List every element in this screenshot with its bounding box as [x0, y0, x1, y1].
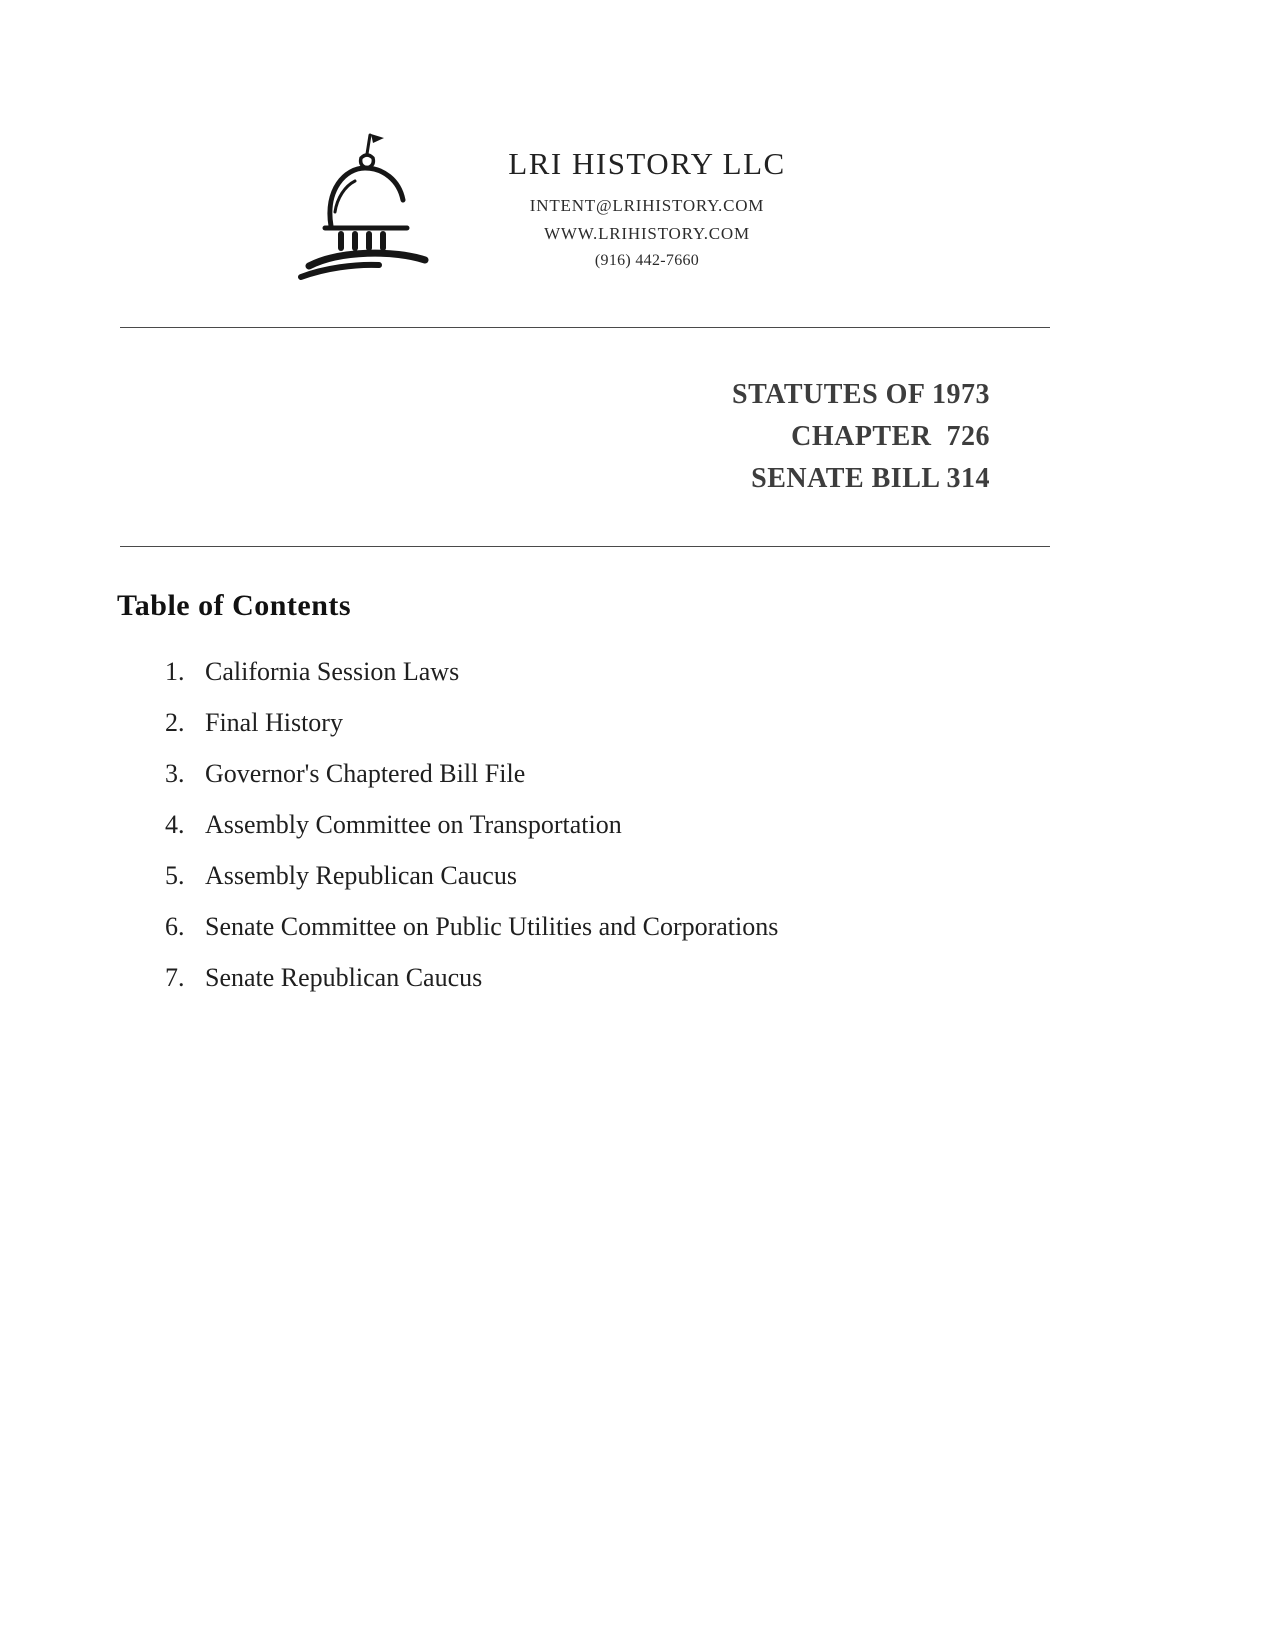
toc-item-label: Senate Committee on Public Utilities and Corporations	[205, 912, 779, 941]
toc-item	[165, 810, 1050, 840]
toc-item-label: Governor's Chaptered Bill File	[205, 759, 526, 788]
senate-bill-line: SENATE BILL 314	[751, 463, 990, 494]
capitol-logo-icon	[295, 128, 440, 283]
letterhead-text	[482, 146, 812, 270]
statutes-line: STATUTES OF 1973	[732, 379, 990, 410]
toc-item-label: Assembly Committee on Transportation	[205, 810, 622, 839]
table-of-contents	[117, 589, 1050, 993]
toc-item	[165, 708, 1050, 738]
chapter-line: CHAPTER 726	[791, 421, 990, 452]
divider-top	[120, 327, 1050, 328]
divider-bottom	[120, 546, 1050, 547]
toc-list	[165, 657, 1050, 993]
toc-item	[165, 912, 1050, 942]
letterhead	[0, 0, 1276, 283]
toc-item-label: Senate Republican Caucus	[205, 963, 483, 992]
toc-heading: Table of Contents	[117, 589, 352, 622]
company-email: INTENT@LRIHISTORY.COM	[529, 196, 765, 215]
toc-item-label: Assembly Republican Caucus	[205, 861, 517, 890]
toc-item	[165, 657, 1050, 687]
toc-item	[165, 963, 1050, 993]
toc-item-label: Final History	[205, 708, 343, 737]
toc-item	[165, 759, 1050, 789]
toc-item	[165, 861, 1050, 891]
company-website: WWW.LRIHISTORY.COM	[544, 224, 750, 243]
title-block	[0, 374, 990, 500]
company-name: LRI HISTORY LLC	[508, 146, 786, 181]
company-phone: (916) 442-7660	[594, 252, 700, 269]
toc-item-label: California Session Laws	[205, 657, 460, 686]
